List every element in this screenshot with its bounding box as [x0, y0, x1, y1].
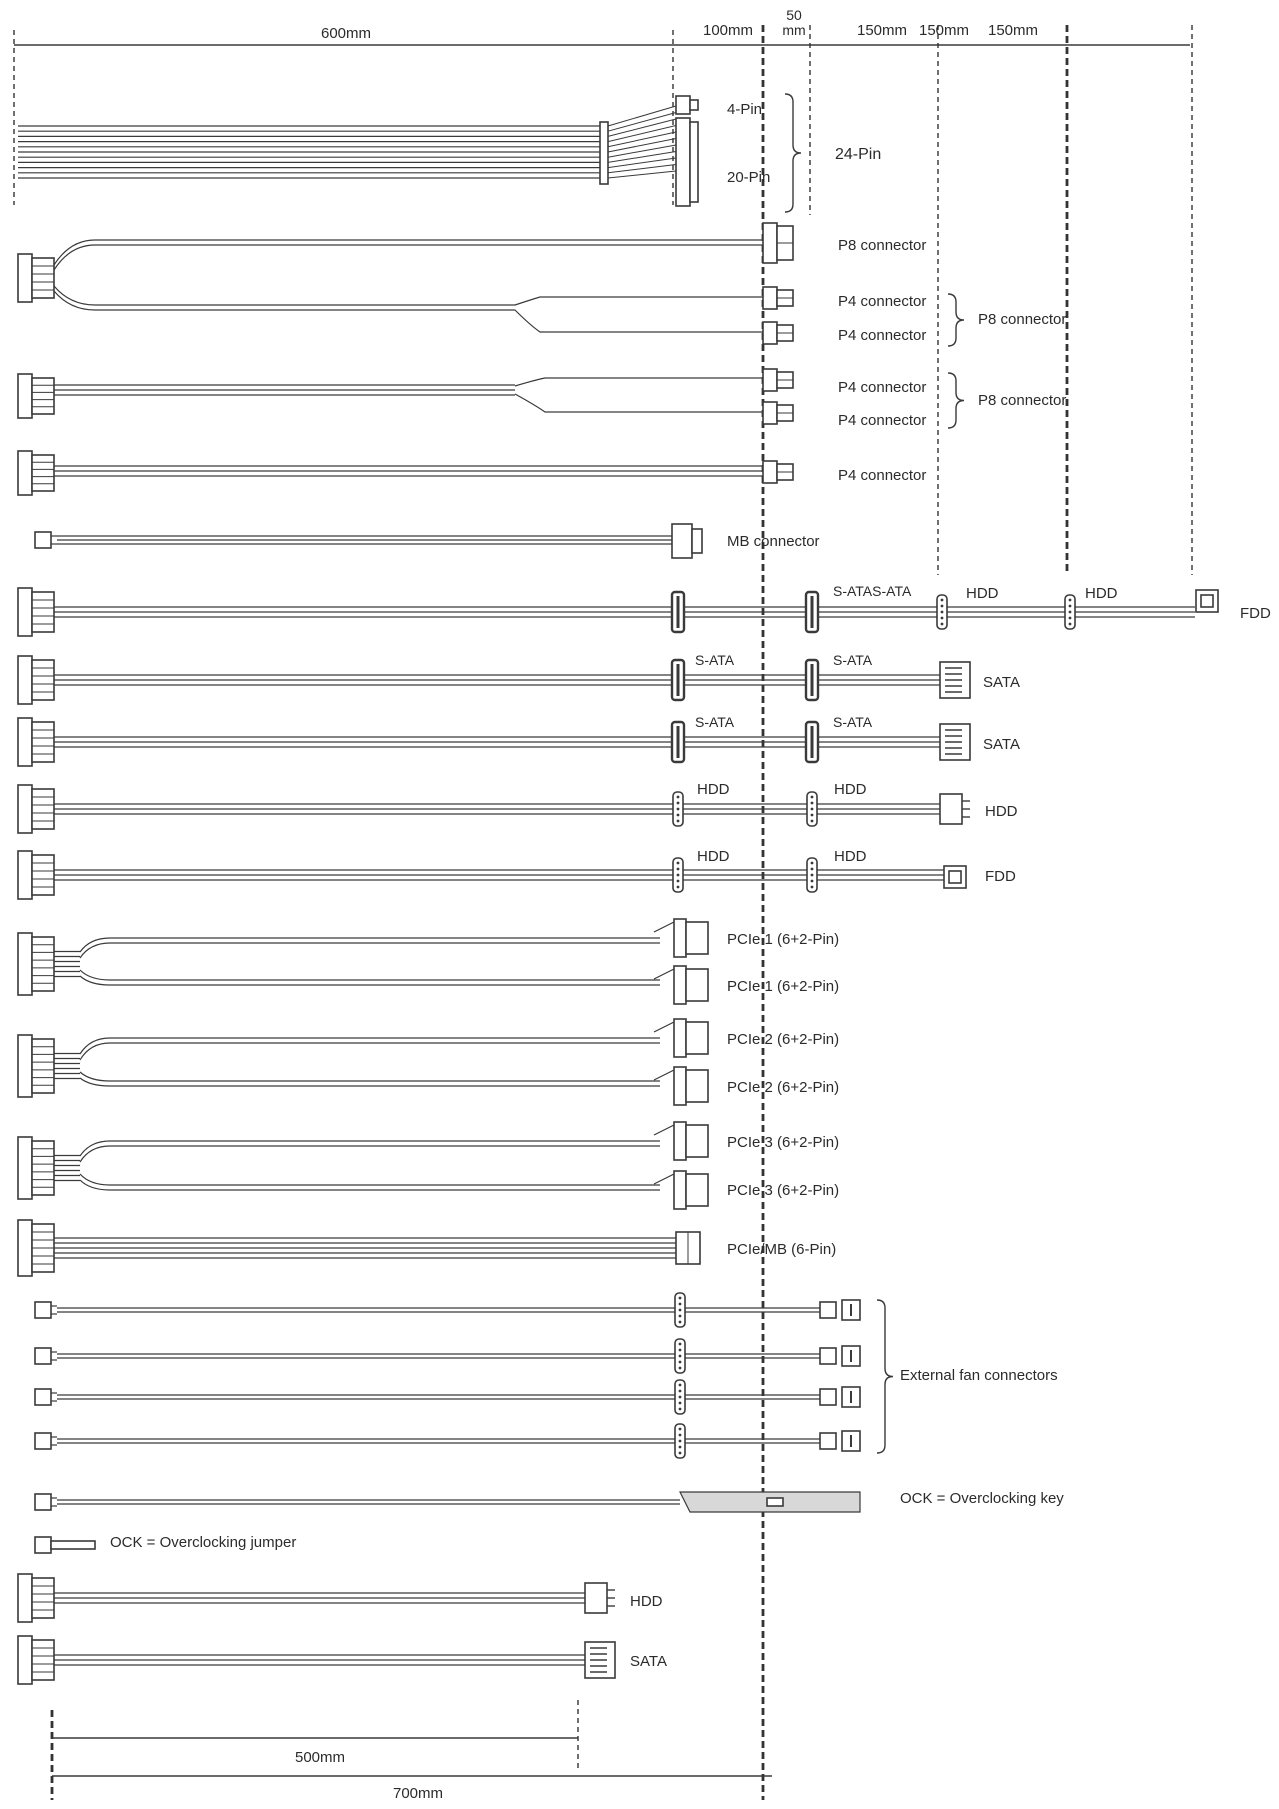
labels	[110, 7, 1271, 1802]
molex-pin	[679, 1434, 682, 1437]
sata-plug-icon	[585, 1642, 615, 1678]
dim-150mm-c: 150mm	[987, 22, 1039, 39]
plug-body	[35, 1433, 51, 1449]
molex-pin	[677, 808, 680, 811]
label-20-pin: 20-Pin	[727, 169, 771, 186]
label-p4-connector-2: P4 connector	[838, 327, 927, 344]
molex-pin	[679, 1355, 682, 1358]
plug-body	[18, 1137, 32, 1199]
plug-body	[35, 532, 51, 548]
pcie-plug-icon	[654, 1122, 708, 1160]
atx-ferrule	[600, 122, 608, 184]
wire-line	[80, 1078, 660, 1086]
plug-body	[35, 1302, 51, 1318]
pcie-plug-icon	[763, 287, 793, 309]
label-p4-connector-4: P4 connector	[838, 412, 927, 429]
dim-100mm: 100mm	[702, 22, 754, 39]
brace-p8-1	[948, 294, 964, 346]
plug-body	[35, 1389, 51, 1405]
molex-plug-icon	[585, 1583, 615, 1613]
plug-body	[18, 1035, 32, 1097]
molex-pin	[679, 1343, 682, 1346]
plug-housing	[32, 455, 54, 491]
fan-plug-icon	[35, 1433, 57, 1449]
pcie-6pin	[686, 1125, 708, 1157]
dim-50-mm: mm	[782, 22, 806, 38]
label-s-ata-2: S-ATA	[833, 652, 873, 668]
fan-plug-icon	[35, 1389, 57, 1405]
fdd-plug-icon	[944, 866, 966, 888]
molex-pin	[1069, 623, 1072, 626]
power-plug-icon	[18, 1220, 54, 1276]
mb-end-body	[672, 524, 692, 558]
wire-line	[54, 286, 763, 305]
p-end-body	[763, 287, 777, 309]
power-plug-icon	[18, 451, 54, 495]
plug-body	[18, 1574, 32, 1622]
power-plug-icon	[18, 1574, 54, 1622]
label-external-fan: External fan connectors	[900, 1367, 1058, 1384]
molex-pin	[679, 1384, 682, 1387]
molex-pin	[1069, 611, 1072, 614]
label-s-ata-1: S-ATA	[695, 652, 735, 668]
ock-key-switch	[767, 1498, 783, 1506]
pcie-2pin	[674, 919, 686, 957]
label-hdd-4: HDD	[834, 848, 867, 865]
dim-500mm: 500mm	[294, 1749, 346, 1766]
pcie-6pin	[686, 1070, 708, 1102]
fan-end-a	[820, 1348, 836, 1364]
pcie-lead	[654, 969, 674, 979]
pcie-plug-icon	[763, 461, 793, 483]
label-hdd-3: HDD	[697, 848, 730, 865]
pcie-2pin	[674, 1171, 686, 1209]
cable-pcie-1	[18, 919, 708, 1004]
wire-line	[80, 943, 660, 958]
fan-plug-icon	[35, 1348, 57, 1364]
molex-pin	[677, 802, 680, 805]
pcie-lead	[654, 922, 674, 932]
molex-pin	[811, 862, 814, 865]
molex-pin	[679, 1446, 682, 1449]
connector-20pin-lip	[690, 122, 698, 202]
cable-hdd-short	[18, 1574, 615, 1622]
power-plug-icon	[18, 933, 54, 995]
wire-line	[515, 378, 763, 386]
p-end-body	[763, 322, 777, 344]
power-plug-icon	[18, 1035, 54, 1097]
molex-pin	[811, 868, 814, 871]
dim-50-top: 50	[786, 7, 802, 23]
label-pcie-2a: PCIe 2 (6+2-Pin)	[727, 1031, 840, 1048]
cable-atx-24pin	[18, 94, 801, 212]
label-hdd-1: HDD	[697, 781, 730, 798]
molex-plug-icon	[675, 1339, 685, 1373]
sata-plug-icon	[940, 662, 970, 698]
label-fdd-chain: FDD	[1240, 605, 1271, 622]
pcie-plug-icon	[763, 369, 793, 391]
molex-pin	[941, 623, 944, 626]
label-pcie-1a: PCIe 1 (6+2-Pin)	[727, 931, 840, 948]
wire-line	[80, 1072, 660, 1081]
molex-pin	[677, 820, 680, 823]
molex-pin	[679, 1440, 682, 1443]
label-pcie-2b: PCIe 2 (6+2-Pin)	[727, 1079, 840, 1096]
power-plug-icon	[18, 1636, 54, 1684]
molex-pin	[679, 1321, 682, 1324]
cable-fan-1	[35, 1293, 860, 1327]
wire-line	[80, 938, 660, 952]
molex-pin	[677, 880, 680, 883]
label-hdd-chain-2: HDD	[1085, 585, 1118, 602]
atx-fan-wire	[608, 106, 676, 126]
molex-pin	[679, 1361, 682, 1364]
molex-pin	[811, 886, 814, 889]
wire-line	[80, 1141, 660, 1156]
cable-pcie-2	[18, 1019, 708, 1105]
p-end-body	[763, 461, 777, 483]
molex-plug-icon	[675, 1293, 685, 1327]
connector-4pin	[676, 96, 690, 114]
molex-pin	[679, 1390, 682, 1393]
cable-sata-2	[18, 718, 970, 766]
cables	[18, 94, 1218, 1684]
power-plug-icon	[18, 1137, 54, 1199]
power-plug-icon	[18, 785, 54, 833]
label-hdd-chain-1: HDD	[966, 585, 999, 602]
molex-end-body	[940, 794, 962, 824]
molex-pin	[679, 1408, 682, 1411]
cable-sata-1	[18, 656, 970, 704]
molex-pin	[679, 1452, 682, 1455]
sata-plug-icon	[672, 592, 684, 632]
molex-pin	[679, 1428, 682, 1431]
cable-p4-double	[18, 369, 964, 428]
molex-plug-icon	[807, 792, 817, 826]
fdd-end-slot	[949, 871, 961, 883]
cable-hdd	[18, 785, 970, 833]
power-plug-icon	[18, 656, 54, 704]
plug-body	[18, 254, 32, 302]
pcie-plug-icon	[763, 223, 793, 263]
pcie-lead	[654, 1125, 674, 1135]
dim-150mm-a: 150mm	[856, 22, 908, 39]
label-s-ata-4: S-ATA	[833, 714, 873, 730]
molex-pin	[677, 814, 680, 817]
pcie-2pin	[674, 966, 686, 1004]
atx-fan-wire	[608, 139, 676, 153]
label-sata-short: SATA	[630, 1653, 667, 1670]
pcie-plug-icon	[763, 322, 793, 344]
sata-plug-icon	[806, 592, 818, 632]
fan-end-a	[820, 1389, 836, 1405]
molex-plug-icon	[937, 595, 947, 629]
pcie-plug-icon	[654, 919, 708, 957]
molex-pin	[679, 1303, 682, 1306]
p-end-body	[763, 223, 777, 263]
brace-fans	[877, 1300, 893, 1453]
label-hdd-short: HDD	[630, 1593, 663, 1610]
fan-plug-icon	[35, 532, 57, 548]
molex-pin	[811, 880, 814, 883]
pcie-lead	[654, 1070, 674, 1080]
label-p4-connector-1: P4 connector	[838, 293, 927, 310]
power-plug-icon	[18, 254, 54, 302]
pcie-6pin	[686, 922, 708, 954]
dim-700mm: 700mm	[392, 1785, 444, 1802]
molex-pin	[679, 1367, 682, 1370]
label-p4-connector-3: P4 connector	[838, 379, 927, 396]
molex-pin	[677, 796, 680, 799]
pcie-plug-icon	[763, 402, 793, 424]
fan-plug-icon	[35, 1302, 57, 1318]
wire-line	[54, 245, 763, 270]
molex-pin	[1069, 599, 1072, 602]
pcie-2pin	[674, 1067, 686, 1105]
ock-jumper-bar	[51, 1541, 95, 1549]
cable-pcie-3	[18, 1122, 708, 1209]
molex-plug-icon	[807, 858, 817, 892]
fan-plug-icon	[35, 1494, 57, 1510]
molex-pin	[679, 1315, 682, 1318]
label-pcie-mb: PCIe/MB (6-Pin)	[727, 1241, 837, 1258]
label-hdd-end: HDD	[985, 803, 1018, 820]
sata-plug-icon	[940, 724, 970, 760]
label-hdd-2: HDD	[834, 781, 867, 798]
plug-body	[18, 588, 32, 636]
wire-line	[80, 1043, 660, 1060]
pcie-6pin	[686, 969, 708, 1001]
plug-body	[18, 785, 32, 833]
label-p8-group-2: P8 connector	[978, 392, 1067, 409]
molex-plug-icon	[673, 858, 683, 892]
pcie-plug-icon	[654, 1019, 708, 1057]
wire-line	[80, 1174, 660, 1185]
molex-pin	[811, 796, 814, 799]
connector-4pin-lip	[690, 100, 698, 110]
cable-mb	[35, 524, 702, 558]
cable-fan-4	[35, 1424, 860, 1458]
molex-plug-icon	[1065, 595, 1075, 629]
pcie-plug-icon	[654, 966, 708, 1004]
plug-housing	[32, 1578, 54, 1618]
plug-housing	[32, 258, 54, 298]
cable-ock-key	[35, 1492, 860, 1512]
plug-body	[18, 1220, 32, 1276]
p-end-body	[763, 402, 777, 424]
molex-plug-icon	[675, 1424, 685, 1458]
power-plug-icon	[18, 718, 54, 766]
plug-body	[18, 933, 32, 995]
power-plug-icon	[18, 851, 54, 899]
plug-housing	[32, 789, 54, 829]
brace-p8-2	[948, 373, 964, 428]
pcie-plug-icon	[654, 1171, 708, 1209]
sata-plug-icon	[806, 660, 818, 700]
plug-body	[18, 656, 32, 704]
fdd-plug-icon	[1196, 590, 1218, 612]
label-ock-jumper: OCK = Overclocking jumper	[110, 1534, 297, 1551]
cable-fan-2	[35, 1339, 860, 1373]
label-pcie-3a: PCIe 3 (6+2-Pin)	[727, 1134, 840, 1151]
label-sata-end-2: SATA	[983, 736, 1020, 753]
molex-pin	[679, 1396, 682, 1399]
wire-line	[515, 394, 763, 412]
molex-pin	[941, 599, 944, 602]
label-ock-key: OCK = Overclocking key	[900, 1490, 1064, 1507]
molex-pin	[811, 874, 814, 877]
plug-body	[18, 374, 32, 418]
wire-line	[80, 1146, 660, 1162]
molex-pin	[1069, 605, 1072, 608]
plug-body	[35, 1348, 51, 1364]
molex-plug-icon	[673, 792, 683, 826]
sata-plug-icon	[672, 660, 684, 700]
mb-end-lip	[692, 529, 702, 553]
dim-600mm: 600mm	[320, 25, 372, 42]
pcie-plug-icon	[654, 1067, 708, 1105]
molex-pin	[679, 1349, 682, 1352]
sata-plug-icon	[672, 722, 684, 762]
plug-body	[18, 718, 32, 766]
label-fdd-end: FDD	[985, 868, 1016, 885]
plug-housing	[32, 722, 54, 762]
plug-body	[18, 451, 32, 495]
cable-p4	[18, 451, 793, 495]
pcie-lead	[654, 1174, 674, 1184]
fan-end-a	[820, 1302, 836, 1318]
molex-pin	[1069, 617, 1072, 620]
cable-sata-short	[18, 1636, 615, 1684]
plug-body	[35, 1494, 51, 1510]
label-24-pin: 24-Pin	[835, 146, 882, 163]
pcie-2pin	[674, 1019, 686, 1057]
label-p4-connector-5: P4 connector	[838, 467, 927, 484]
fan-end-a	[820, 1433, 836, 1449]
molex-pin	[679, 1402, 682, 1405]
pcie-6pin	[686, 1174, 708, 1206]
plug-housing	[32, 592, 54, 632]
connector-20pin	[676, 118, 690, 206]
plug-body	[18, 851, 32, 899]
label-mb-connector: MB connector	[727, 533, 820, 550]
cable-p8	[18, 223, 964, 346]
molex-pin	[941, 617, 944, 620]
label-p8-group-1: P8 connector	[978, 311, 1067, 328]
dim-150mm-b: 150mm	[918, 22, 970, 39]
label-p8-connector: P8 connector	[838, 237, 927, 254]
cable-fan-3	[35, 1380, 860, 1414]
pcie-6pin	[686, 1022, 708, 1054]
molex-plug-icon	[940, 794, 970, 824]
molex-pin	[941, 605, 944, 608]
atx-fan-wire	[608, 152, 676, 163]
p-end-body	[763, 369, 777, 391]
brace-24pin	[785, 94, 801, 212]
plug-housing	[32, 1640, 54, 1680]
fdd-end-slot	[1201, 595, 1213, 607]
plug-housing	[32, 660, 54, 700]
label-s-ata-3: S-ATA	[695, 714, 735, 730]
plug-body	[18, 1636, 32, 1684]
cable-pcie-mb	[18, 1220, 700, 1276]
molex-pin	[677, 868, 680, 871]
label-pcie-1b: PCIe 1 (6+2-Pin)	[727, 978, 840, 995]
sata-plug-icon	[806, 722, 818, 762]
molex-pin	[679, 1297, 682, 1300]
power-plug-icon	[18, 588, 54, 636]
molex-plug-icon	[675, 1380, 685, 1414]
molex-pin	[679, 1309, 682, 1312]
label-pcie-3b: PCIe 3 (6+2-Pin)	[727, 1182, 840, 1199]
plug-housing	[32, 855, 54, 895]
molex-pin	[677, 862, 680, 865]
pcie-lead	[654, 1022, 674, 1032]
molex-pin	[677, 886, 680, 889]
molex-pin	[941, 611, 944, 614]
wire-line	[54, 240, 763, 265]
label-sata-double: S-ATAS-ATA	[833, 583, 912, 599]
molex-pin	[811, 820, 814, 823]
power-plug-icon	[18, 374, 54, 418]
label-4-pin: 4-Pin	[727, 101, 763, 118]
molex-pin	[811, 814, 814, 817]
pcie-2pin	[674, 1122, 686, 1160]
molex-end-body	[585, 1583, 607, 1613]
molex-pin	[811, 802, 814, 805]
plug-housing	[32, 378, 54, 414]
cable-chain-sata-hdd-fdd	[18, 588, 1218, 636]
label-sata-end-1: SATA	[983, 674, 1020, 691]
wire-line	[80, 1038, 660, 1054]
molex-pin	[811, 808, 814, 811]
ock-jumper-plug	[35, 1537, 51, 1553]
molex-pin	[677, 874, 680, 877]
cable-ock-jumper	[35, 1537, 95, 1553]
wire-line	[80, 970, 660, 980]
atx-fan-wire	[608, 145, 676, 157]
cable-fdd	[18, 851, 966, 899]
